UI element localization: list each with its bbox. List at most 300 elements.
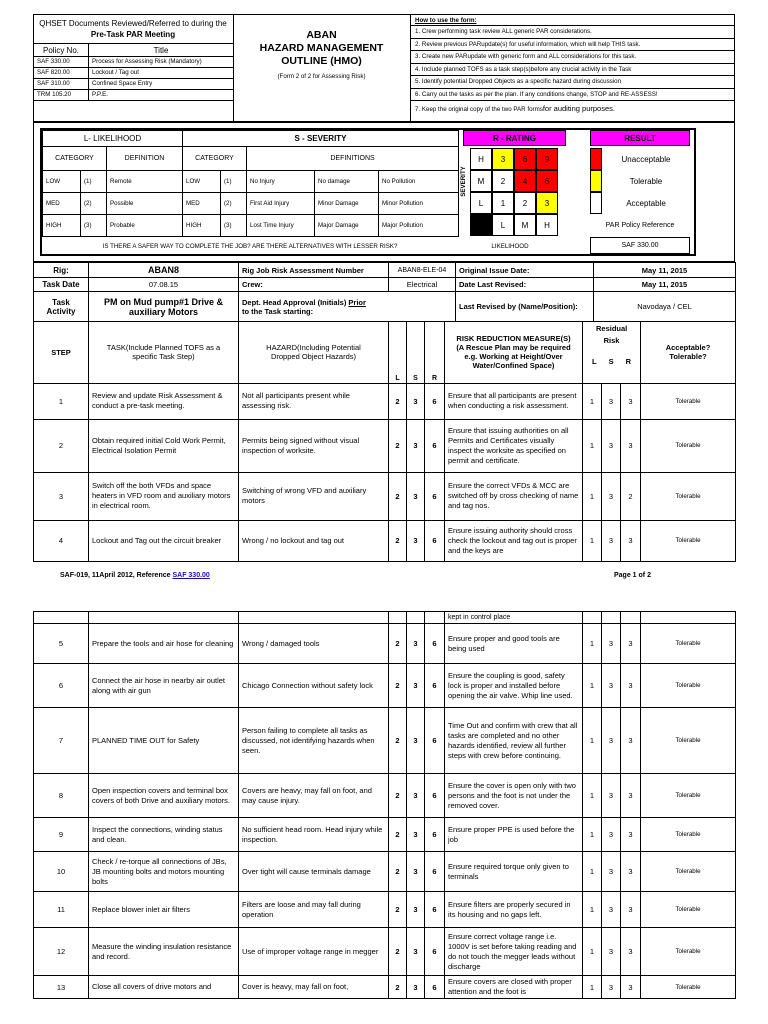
rating-cell: 2 <box>492 170 514 192</box>
rating-cell: 9 <box>536 148 558 170</box>
step-acceptable: Tolerable <box>641 852 736 892</box>
step-residual-r: 3 <box>621 852 641 892</box>
col-risk-reduction: RISK REDUCTION MEASURE(S) (A Rescue Plan may be required e.g. Working at Height/Over Water/Confined Space) <box>445 322 583 384</box>
original-issue-value: May 11, 2015 <box>594 263 736 278</box>
severity-injury: No Injury <box>247 171 315 193</box>
step-acceptable: Tolerable <box>641 976 736 999</box>
likelihood-number: (3) <box>81 215 107 237</box>
step-hazard: Wrong / no lockout and tag out <box>239 520 389 561</box>
footer-text: SAF-019, 11April 2012, Reference <box>60 571 171 579</box>
step-l: 2 <box>389 383 407 419</box>
result-row <box>590 170 690 192</box>
step-l: 2 <box>389 419 407 472</box>
step-residual-s: 3 <box>602 664 621 708</box>
step-number: 1 <box>34 383 89 419</box>
rating-likelihood-label: H <box>536 214 558 236</box>
likelihood-title: L- LIKELIHOOD <box>43 131 183 147</box>
step-residual-r: 3 <box>621 520 641 561</box>
qhset-policy-title: P.P.E. <box>89 90 234 101</box>
table-row <box>34 818 736 852</box>
table-row <box>34 928 736 976</box>
severity-pollution: No Pollution <box>379 171 459 193</box>
step-hazard: Chicago Connection without safety lock <box>239 664 389 708</box>
likelihood-category: LOW <box>43 171 81 193</box>
rating-severity-label: H <box>470 148 492 170</box>
step-r: 6 <box>425 852 445 892</box>
step-risk-reduction: Ensure the cover is open only with two persons and the foot is not under the removed cover. <box>445 774 583 818</box>
severity-category-head: CATEGORY <box>183 147 247 171</box>
qhset-policy-no: SAF 310.00 <box>34 79 89 90</box>
rja-label: Rig Job Risk Assessment Number <box>239 263 389 278</box>
step-risk-reduction: Ensure covers are closed with proper attention and the foot is <box>445 976 583 999</box>
result-row <box>590 192 690 214</box>
step-hazard: Covers are heavy, may fall on foot, and may cause injury. <box>239 774 389 818</box>
results-list <box>590 148 690 214</box>
steps-table-page2 <box>33 611 736 999</box>
hmo-line1: ABAN <box>306 29 337 41</box>
qhset-row <box>34 90 234 101</box>
step-residual-l: 1 <box>583 852 602 892</box>
step-s: 3 <box>407 664 425 708</box>
step-r: 6 <box>425 624 445 664</box>
severity-title: S - SEVERITY <box>183 131 459 147</box>
qhset-col-title: Title <box>89 44 234 57</box>
rating-grid <box>470 148 566 236</box>
severity-number: (3) <box>221 215 247 237</box>
rating-cell: 3 <box>492 148 514 170</box>
hmo-line2: HAZARD MANAGEMENT OUTLINE (HMO) <box>259 42 384 67</box>
step-residual-r: 3 <box>621 664 641 708</box>
cont-rr <box>621 612 641 624</box>
cont-r <box>425 612 445 624</box>
severity-damage: Minor Damage <box>315 193 379 215</box>
step-hazard: Use of improper voltage range in megger <box>239 928 389 976</box>
step-hazard: Over tight will cause terminals damage <box>239 852 389 892</box>
step-task: Replace blower inlet air filters <box>89 892 239 928</box>
step-hazard: Filters are loose and may fall during operation <box>239 892 389 928</box>
likelihood-axis-label: LIKELIHOOD <box>491 242 529 250</box>
step-risk-reduction: Ensure proper and good tools are being used <box>445 624 583 664</box>
cont-s <box>407 612 425 624</box>
likelihood-definition: Remote <box>107 171 183 193</box>
qhset-policy-title: Confined Space Entry <box>89 79 234 90</box>
step-s: 3 <box>407 976 425 999</box>
step-r: 6 <box>425 472 445 520</box>
howto-item: 3. Create new PARupdate with generic form and ALL considerations for this task. <box>411 50 735 63</box>
severity-injury: Lost Time Injury <box>247 215 315 237</box>
step-l: 2 <box>389 520 407 561</box>
rating-cell: 4 <box>514 170 536 192</box>
step-r: 6 <box>425 708 445 774</box>
step-hazard: Wrong / damaged tools <box>239 624 389 664</box>
qhset-title-text: QHSET Documents Reviewed/Referred to during the <box>39 19 227 28</box>
qhset-policy-no: SAF 820.00 <box>34 68 89 79</box>
col-task: TASK(Include Planned TOFS as a specific Task Step) <box>89 322 239 384</box>
step-s: 3 <box>407 774 425 818</box>
step-number: 13 <box>34 976 89 999</box>
result-swatch <box>590 148 602 170</box>
step-task: Check / re-torque all connections of JBs, JB mounting bolts and motors mounting bolts <box>89 852 239 892</box>
step-s: 3 <box>407 383 425 419</box>
page-number: Page 1 of 2 <box>614 571 651 579</box>
step-r: 6 <box>425 520 445 561</box>
col-residual-text: Residual Risk <box>596 324 628 345</box>
qhset-policy-title: Lockout / Tag out <box>89 68 234 79</box>
step-r: 6 <box>425 419 445 472</box>
likelihood-definition-head: DEFINITION <box>107 147 183 171</box>
col-residual-s: S <box>608 357 614 366</box>
col-l: L <box>389 322 407 383</box>
severity-damage: No damage <box>315 171 379 193</box>
step-acceptable: Tolerable <box>641 624 736 664</box>
table-row <box>34 664 736 708</box>
safer-question: IS THERE A SAFER WAY TO COMPLETE THE JOB? ARE THERE ALTERNATIVES WITH LESSER RISK? <box>102 242 398 250</box>
last-revised-by-value: Navodaya / CEL <box>594 292 736 322</box>
rating-severity-label: M <box>470 170 492 192</box>
step-task: Prepare the tools and air hose for cleaning <box>89 624 239 664</box>
footer-reference-link[interactable]: SAF 330.00 <box>172 571 210 579</box>
step-number: 5 <box>34 624 89 664</box>
step-residual-r: 3 <box>621 419 641 472</box>
step-r: 6 <box>425 976 445 999</box>
step-number: 3 <box>34 472 89 520</box>
step-hazard: Permits being signed without visual inspection of worksite. <box>239 419 389 472</box>
last-revised-by-label: Last Revised by (Name/Position): <box>456 292 594 322</box>
step-r: 6 <box>425 892 445 928</box>
rig-label: Rig: <box>34 263 89 278</box>
step-residual-l: 1 <box>583 818 602 852</box>
step-s: 3 <box>407 852 425 892</box>
step-residual-s: 3 <box>602 383 621 419</box>
step-residual-r: 3 <box>621 928 641 976</box>
table-row <box>34 852 736 892</box>
qhset-table <box>33 43 234 101</box>
matrix-row <box>43 171 459 193</box>
step-residual-l: 1 <box>583 892 602 928</box>
task-date-label: Task Date <box>34 278 89 292</box>
col-residual-l: L <box>591 357 597 366</box>
hmo-divider-left <box>233 14 234 122</box>
step-hazard: Cover is heavy, may fall on foot, <box>239 976 389 999</box>
step-residual-r: 2 <box>621 472 641 520</box>
howto-title: How to use the form: <box>415 17 477 24</box>
table-row <box>34 774 736 818</box>
rating-corner <box>470 214 492 236</box>
qhset-col-policy: Policy No. <box>34 44 89 57</box>
step-residual-r: 3 <box>621 976 641 999</box>
task-activity-label: Task Activity <box>34 292 89 322</box>
qhset-row <box>34 79 234 90</box>
step-l: 2 <box>389 928 407 976</box>
step-number: 11 <box>34 892 89 928</box>
qhset-row <box>34 57 234 68</box>
severity-pollution: Minor Pollution <box>379 193 459 215</box>
step-risk-reduction: Ensure that all participants are present when conducting a risk assessment. <box>445 383 583 419</box>
step-residual-l: 1 <box>583 520 602 561</box>
step-s: 3 <box>407 928 425 976</box>
footer-left <box>60 568 360 582</box>
step-residual-l: 1 <box>583 624 602 664</box>
severity-injury: First Aid Injury <box>247 193 315 215</box>
severity-number: (1) <box>221 171 247 193</box>
step-risk-reduction: Ensure proper PPE is used before the job <box>445 818 583 852</box>
step-hazard: Person failing to complete all tasks as discussed, not identifying hazards when seen. <box>239 708 389 774</box>
dept-label-a: Dept. Head Approval (Initials) <box>242 297 347 307</box>
likelihood-severity-table <box>42 130 459 237</box>
rating-severity-label: L <box>470 192 492 214</box>
rating-cell: 6 <box>536 170 558 192</box>
step-hazard: Switching of wrong VFD and auxiliary motors <box>239 472 389 520</box>
crew-value: Electrical <box>389 278 456 292</box>
step-risk-reduction: Ensure filters are properly secured in its housing and no gaps left. <box>445 892 583 928</box>
step-r: 6 <box>425 774 445 818</box>
cont-acc <box>641 612 736 624</box>
rating-cell: 6 <box>514 148 536 170</box>
step-acceptable: Tolerable <box>641 892 736 928</box>
table-row <box>34 520 736 561</box>
step-residual-l: 1 <box>583 472 602 520</box>
step-residual-s: 3 <box>602 708 621 774</box>
step-residual-s: 3 <box>602 892 621 928</box>
qhset-policy-title: Process for Assessing Risk (Mandatory) <box>89 57 234 68</box>
step-residual-l: 1 <box>583 383 602 419</box>
step-risk-reduction: Ensure required torque only given to terminals <box>445 852 583 892</box>
howto-block <box>411 15 735 121</box>
step-number: 9 <box>34 818 89 852</box>
step-residual-r: 3 <box>621 624 641 664</box>
step-acceptable: Tolerable <box>641 774 736 818</box>
step-residual-l: 1 <box>583 976 602 999</box>
policy-ref-label: PAR Policy Reference <box>605 221 675 229</box>
step-residual-r: 3 <box>621 818 641 852</box>
step-l: 2 <box>389 892 407 928</box>
step-residual-l: 1 <box>583 774 602 818</box>
hmo-sub: (Form 2 of 2 for Assessing Risk) <box>277 73 366 80</box>
rating-likelihood-label: L <box>492 214 514 236</box>
policy-ref: SAF 330.00 <box>590 237 690 254</box>
result-label: Tolerable <box>629 176 663 186</box>
cont-rl <box>583 612 602 624</box>
howto-item: 1. Crew performing task review ALL generic PAR considerations. <box>411 25 735 38</box>
crew-label: Crew: <box>239 278 389 292</box>
step-r: 6 <box>425 664 445 708</box>
step-residual-l: 1 <box>583 419 602 472</box>
step-acceptable: Tolerable <box>641 818 736 852</box>
continued-text: kept in control place <box>445 612 583 624</box>
cont-step <box>34 612 89 624</box>
severity-axis <box>456 148 470 214</box>
step-task: Obtain required initial Cold Work Permit, Electrical Isolation Permit <box>89 419 239 472</box>
likelihood-category: MED <box>43 193 81 215</box>
result-title: RESULT <box>590 130 690 146</box>
step-l: 2 <box>389 472 407 520</box>
step-acceptable: Tolerable <box>641 664 736 708</box>
step-s: 3 <box>407 708 425 774</box>
col-r: R <box>425 322 445 383</box>
step-residual-s: 3 <box>602 976 621 999</box>
howto-item: 2. Review previous PARupdate(s) for useful information, which will help THIS task. <box>411 38 735 51</box>
howto-item: 4. Include planned TOFS as a task step(s)before any crucial activity in the Task <box>411 63 735 76</box>
step-number: 2 <box>34 419 89 472</box>
likelihood-category: HIGH <box>43 215 81 237</box>
col-residual <box>583 322 641 383</box>
step-risk-reduction: Ensure issuing authority should cross check the lockout and tag out is proper and the keys are <box>445 520 583 561</box>
step-risk-reduction: Ensure the coupling is good, safety lock is proper and installed before opening the air valve. Whip line used. <box>445 664 583 708</box>
step-acceptable: Tolerable <box>641 383 736 419</box>
date-last-revised-value: May 11, 2015 <box>594 278 736 292</box>
cont-hazard <box>239 612 389 624</box>
step-risk-reduction: Ensure the correct VFDs & MCC are switched off by cross checking of name and tag nos. <box>445 472 583 520</box>
step-residual-s: 3 <box>602 472 621 520</box>
step-number: 10 <box>34 852 89 892</box>
step-number: 7 <box>34 708 89 774</box>
result-label: Acceptable <box>626 198 666 208</box>
result-row <box>590 148 690 170</box>
likelihood-definition: Possible <box>107 193 183 215</box>
qhset-row <box>34 68 234 79</box>
step-r: 6 <box>425 383 445 419</box>
likelihood-number: (1) <box>81 171 107 193</box>
col-residual-r: R <box>625 357 631 366</box>
likelihood-category-head: CATEGORY <box>43 147 107 171</box>
step-risk-reduction: Time Out and confirm with crew that all tasks are completed and no other hazards identified, review all further steps with crew before continuing. <box>445 708 583 774</box>
step-residual-s: 3 <box>602 928 621 976</box>
rig-value: ABAN8 <box>89 263 239 278</box>
step-l: 2 <box>389 818 407 852</box>
step-s: 3 <box>407 520 425 561</box>
step-risk-reduction: Ensure correct voltage range i.e. 1000V is set before taking reading and do not touch the megger leads without discharge <box>445 928 583 976</box>
table-row <box>34 472 736 520</box>
step-s: 3 <box>407 472 425 520</box>
likelihood-definition: Probable <box>107 215 183 237</box>
table-row <box>34 624 736 664</box>
rja-value: ABAN8-ELE-04 <box>389 263 456 278</box>
step-acceptable: Tolerable <box>641 928 736 976</box>
qhset-policy-no: TRM 105.20 <box>34 90 89 101</box>
task-date-value: 07.08.15 <box>89 278 239 292</box>
severity-pollution: Major Pollution <box>379 215 459 237</box>
step-s: 3 <box>407 892 425 928</box>
cont-task <box>89 612 239 624</box>
step-l: 2 <box>389 708 407 774</box>
original-issue-label: Original Issue Date: <box>456 263 594 278</box>
step-task: Measure the winding insulation resistance and record. <box>89 928 239 976</box>
date-last-revised-label: Date Last Revised: <box>456 278 594 292</box>
step-acceptable: Tolerable <box>641 708 736 774</box>
matrix-row <box>43 193 459 215</box>
severity-category: MED <box>183 193 221 215</box>
step-l: 2 <box>389 976 407 999</box>
matrix-row <box>43 215 459 237</box>
severity-vertical-label: SEVERITY <box>459 165 467 197</box>
col-s: S <box>407 322 425 383</box>
table-row <box>34 383 736 419</box>
howto-item: 6. Carry out the tasks as per the plan. If any conditions change, STOP and RE-ASSESS! <box>411 88 735 101</box>
rating-cell: 3 <box>536 192 558 214</box>
howto-item <box>411 100 735 113</box>
step-task: Connect the air hose in nearby air outlet along with air gun <box>89 664 239 708</box>
step-residual-s: 3 <box>602 774 621 818</box>
table-row <box>34 892 736 928</box>
cont-l <box>389 612 407 624</box>
howto-list <box>411 25 735 113</box>
step-l: 2 <box>389 774 407 818</box>
rating-likelihood-label: M <box>514 214 536 236</box>
result-swatch <box>590 170 602 192</box>
step-residual-r: 3 <box>621 774 641 818</box>
step-r: 6 <box>425 818 445 852</box>
step-task: Open inspection covers and terminal box covers of both Drive and auxiliary motors. <box>89 774 239 818</box>
col-step: STEP <box>34 322 89 384</box>
rating-cell: 2 <box>514 192 536 214</box>
step-residual-s: 3 <box>602 818 621 852</box>
step-s: 3 <box>407 419 425 472</box>
step-task: Close all covers of drive motors and <box>89 976 239 999</box>
step-task: Inspect the connections, winding status and clean. <box>89 818 239 852</box>
step-acceptable: Tolerable <box>641 419 736 472</box>
step-number: 6 <box>34 664 89 708</box>
step-residual-s: 3 <box>602 419 621 472</box>
qhset-policy-no: SAF 330.00 <box>34 57 89 68</box>
rating-cell: 1 <box>492 192 514 214</box>
step-task: Lockout and Tag out the circuit breaker <box>89 520 239 561</box>
severity-definitions-head: DEFINITIONS <box>247 147 459 171</box>
result-swatch <box>590 192 602 214</box>
step-residual-r: 3 <box>621 383 641 419</box>
step-l: 2 <box>389 624 407 664</box>
severity-number: (2) <box>221 193 247 215</box>
dept-label-prior: Prior <box>348 297 366 307</box>
step-residual-s: 3 <box>602 852 621 892</box>
step-residual-s: 3 <box>602 520 621 561</box>
step-task: Review and update Risk Assessment & conduct a pre-task meeting. <box>89 383 239 419</box>
step-risk-reduction: Ensure that issuing authorities on all Permits and Certificates visually inspect the worksite as specified on permit and certificate. <box>445 419 583 472</box>
task-info-table <box>33 262 736 322</box>
step-hazard: Not all participants present while assessing risk. <box>239 383 389 419</box>
hmo-title <box>233 15 410 97</box>
howto-item: 5. Identify potential Dropped Objects as a specific hazard during discussion <box>411 75 735 88</box>
step-residual-r: 3 <box>621 708 641 774</box>
step-residual-r: 3 <box>621 892 641 928</box>
severity-damage: Major Damage <box>315 215 379 237</box>
likelihood-number: (2) <box>81 193 107 215</box>
qhset-title <box>33 15 233 43</box>
dept-approval-label <box>239 292 456 322</box>
step-task: PLANNED TIME OUT for Safety <box>89 708 239 774</box>
step-residual-s: 3 <box>602 624 621 664</box>
step-residual-l: 1 <box>583 928 602 976</box>
severity-category: HIGH <box>183 215 221 237</box>
step-task: Switch off the both VFDs and space heaters in VFD room and auxiliary motors in electrical room. <box>89 472 239 520</box>
step-l: 2 <box>389 852 407 892</box>
step-acceptable: Tolerable <box>641 472 736 520</box>
rating-title: R - RATING <box>463 130 566 146</box>
dept-label-b: to the Task starting: <box>242 306 314 316</box>
table-row <box>34 708 736 774</box>
howto-item-text: 7. Keep the original copy of the two PAR forms <box>415 106 543 113</box>
col-hazard: HAZARD(Including Potential Dropped Object Hazards) <box>239 322 389 384</box>
step-r: 6 <box>425 928 445 976</box>
step-s: 3 <box>407 818 425 852</box>
col-acceptable: Acceptable? Tolerable? <box>641 322 736 384</box>
severity-category: LOW <box>183 171 221 193</box>
step-s: 3 <box>407 624 425 664</box>
howto-item-tail: for auditing purposes. <box>542 104 615 113</box>
step-number: 8 <box>34 774 89 818</box>
step-residual-l: 1 <box>583 708 602 774</box>
step-l: 2 <box>389 664 407 708</box>
cont-rs <box>602 612 621 624</box>
